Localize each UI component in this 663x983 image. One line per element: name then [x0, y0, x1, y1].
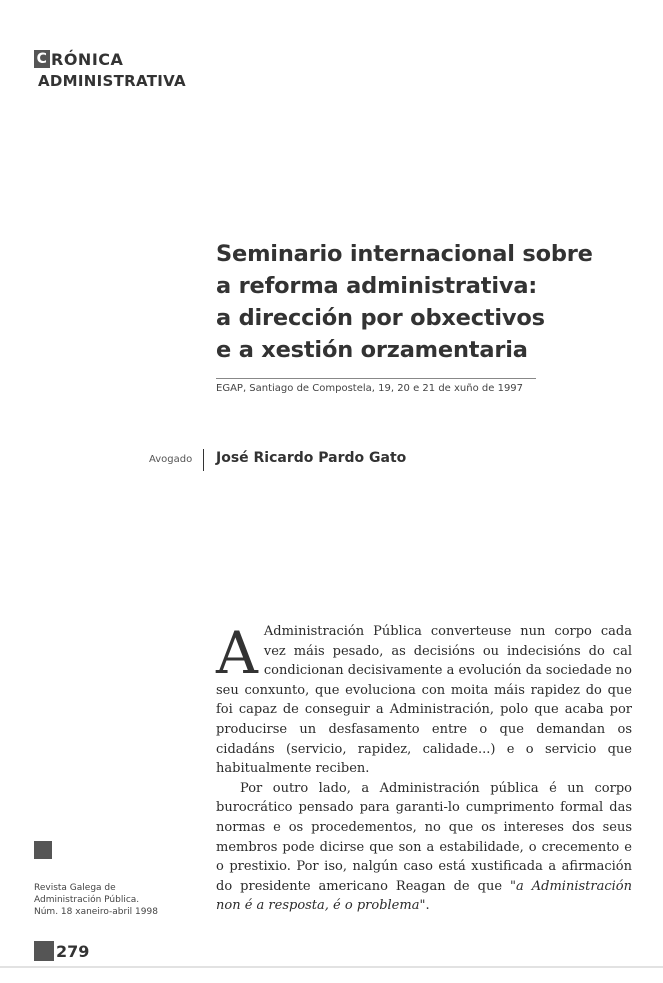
- article-title-line: Seminario internacional sobre: [216, 241, 593, 267]
- paragraph-1: [216, 619, 632, 779]
- journal-line: Administración Pública.: [34, 895, 140, 905]
- article-title: [216, 238, 616, 366]
- section-title-rest: RÓNICA: [51, 49, 124, 69]
- drop-cap: A: [216, 619, 258, 687]
- article-title-line: a reforma administrativa:: [216, 273, 538, 299]
- article-title-line: a dirección por obxectivos: [216, 305, 545, 331]
- reagan-quote: "a Administración non é a resposta, é o problema": [216, 878, 632, 914]
- article-body: [216, 619, 632, 916]
- page-number-box: [34, 941, 54, 961]
- section-subtitle: ADMINISTRATIVA: [38, 72, 186, 90]
- section-initial-box: C: [34, 50, 50, 68]
- title-divider: [216, 378, 536, 379]
- journal-line: Revista Galega de: [34, 883, 116, 893]
- sidebar-square-mark: [34, 841, 52, 859]
- event-info: EGAP, Santiago de Compostela, 19, 20 e 21 de xuño de 1997: [216, 383, 524, 394]
- paragraph-1-text: Administración Pública converteuse nun corpo cada vez máis pesado, as decisións ou indecisións do cal condicionan decisivamente a evolución da sociedade no seu conxunto, que evoluciona con moita máis rapidez do que foi capaz de conseguir a Administración, polo que acaba por producirse un desfasamento entre o que demandan os cidadáns (servicio, rapidez, calidade...) e o servicio que habitualmente reciben.: [216, 624, 632, 777]
- journal-info: [34, 882, 158, 918]
- page-number: [34, 941, 89, 961]
- author-role: Avogado: [149, 454, 193, 465]
- author-separator: [203, 449, 204, 471]
- page-number-text: 279: [56, 941, 90, 961]
- section-title: [34, 48, 186, 70]
- section-header: [34, 48, 186, 90]
- article-title-line: e a xestión orzamentaria: [216, 337, 528, 363]
- paragraph-2-end: .: [425, 898, 430, 914]
- paragraph-2-text: Por outro lado, a Administración pública é un corpo burocrático pensado para garanti-lo cumprimento formal das normas e os procedementos, no que os intereses dos seus membros pode dicirse que son a estabilidade, o crecemento e o prestixio. Por iso, nalgún caso está xustificada a afirmación do presidente americano Reagan de que: [216, 780, 632, 894]
- journal-issue: Núm. 18 xaneiro-abril 1998: [34, 907, 158, 917]
- bottom-rule: [0, 966, 663, 968]
- author-name: José Ricardo Pardo Gato: [216, 450, 407, 466]
- paragraph-2: [216, 779, 632, 916]
